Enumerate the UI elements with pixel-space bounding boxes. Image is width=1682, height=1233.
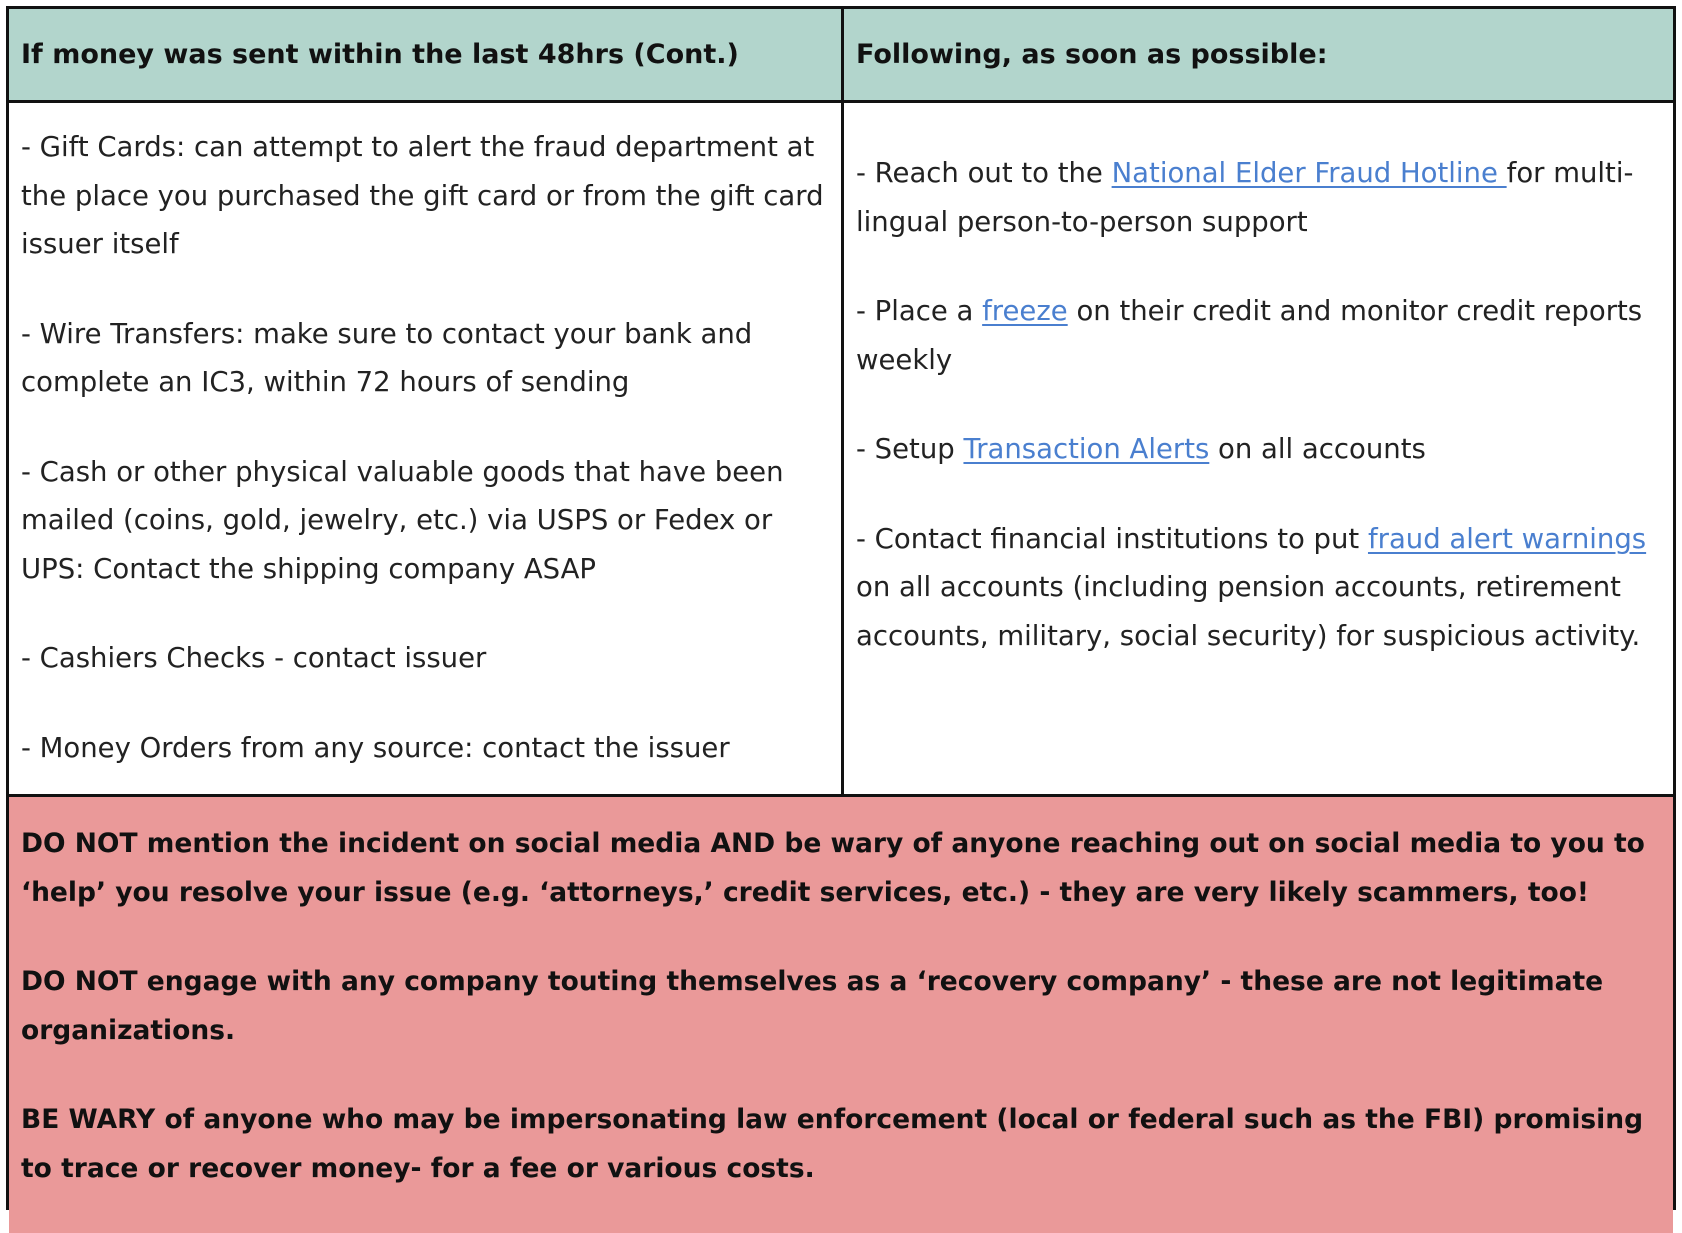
hotline-link[interactable]: National Elder Fraud Hotline bbox=[1111, 157, 1507, 189]
right-item-text: - Place a bbox=[856, 295, 983, 327]
right-item-text: for multi-lingual person-to-person support bbox=[856, 157, 1634, 238]
right-item-text: - Contact financial institutions to put bbox=[856, 522, 1368, 555]
left-body-cell bbox=[9, 103, 844, 797]
warning-impersonation: BE WARY of anyone who may be impersonating law enforcement (local or federal such as the FBI) promising to trace or recover money- for a fee or various costs. bbox=[21, 1104, 1644, 1184]
left-item-cash-goods: - Cash or other physical valuable goods that have been mailed (coins, gold, jewelry, etc.) via USPS or Fedex or UPS: Contact the shipping company ASAP bbox=[21, 455, 784, 585]
right-item-text: on all accounts bbox=[1209, 433, 1426, 465]
right-item-text: on all accounts (including pension accounts, retirement accounts, military, social security) for suspicious activity. bbox=[856, 571, 1641, 652]
freeze-link[interactable]: freeze bbox=[982, 295, 1068, 327]
warning-recovery-company: DO NOT engage with any company touting themselves as a ‘recovery company’ - these are not legitimate organizations. bbox=[21, 966, 1604, 1046]
right-item-text: - Setup bbox=[856, 433, 964, 465]
fraud-alert-warnings-link[interactable]: fraud alert warnings bbox=[1367, 522, 1647, 555]
warning-social-media: DO NOT mention the incident on social media AND be wary of anyone reaching out on social media to you to ‘help’ you resolve your issue (e.g. ‘attorneys,’ credit services, etc.) - they are very likely scammers, too! bbox=[21, 828, 1645, 908]
right-item-hotline bbox=[856, 149, 1663, 246]
right-item-freeze bbox=[856, 287, 1663, 384]
right-item-text: - Reach out to the bbox=[856, 157, 1112, 189]
right-body-cell bbox=[844, 103, 1673, 797]
header-left-title: If money was sent within the last 48hrs (Cont.) bbox=[21, 39, 739, 70]
header-left bbox=[9, 9, 844, 103]
left-item-money-orders: - Money Orders from any source: contact the issuer bbox=[21, 731, 730, 764]
warning-cell bbox=[9, 797, 1673, 1233]
right-item-fraud-alert bbox=[856, 515, 1663, 661]
left-item-wire-transfers: - Wire Transfers: make sure to contact your bank and complete an IC3, within 72 hours of sending bbox=[21, 317, 753, 398]
right-item-transaction-alerts bbox=[856, 425, 1663, 474]
header-right bbox=[844, 9, 1673, 103]
left-item-gift-cards: - Gift Cards: can attempt to alert the fraud department at the place you purchased the gift card or from the gift card issuer itself bbox=[21, 131, 824, 260]
right-item-text: on their credit and monitor credit reports weekly bbox=[856, 295, 1643, 376]
transaction-alerts-link[interactable]: Transaction Alerts bbox=[963, 433, 1210, 465]
header-right-title: Following, as soon as possible: bbox=[856, 39, 1328, 70]
guidance-table bbox=[6, 6, 1676, 1210]
left-item-cashiers-checks: - Cashiers Checks - contact issuer bbox=[21, 642, 487, 674]
